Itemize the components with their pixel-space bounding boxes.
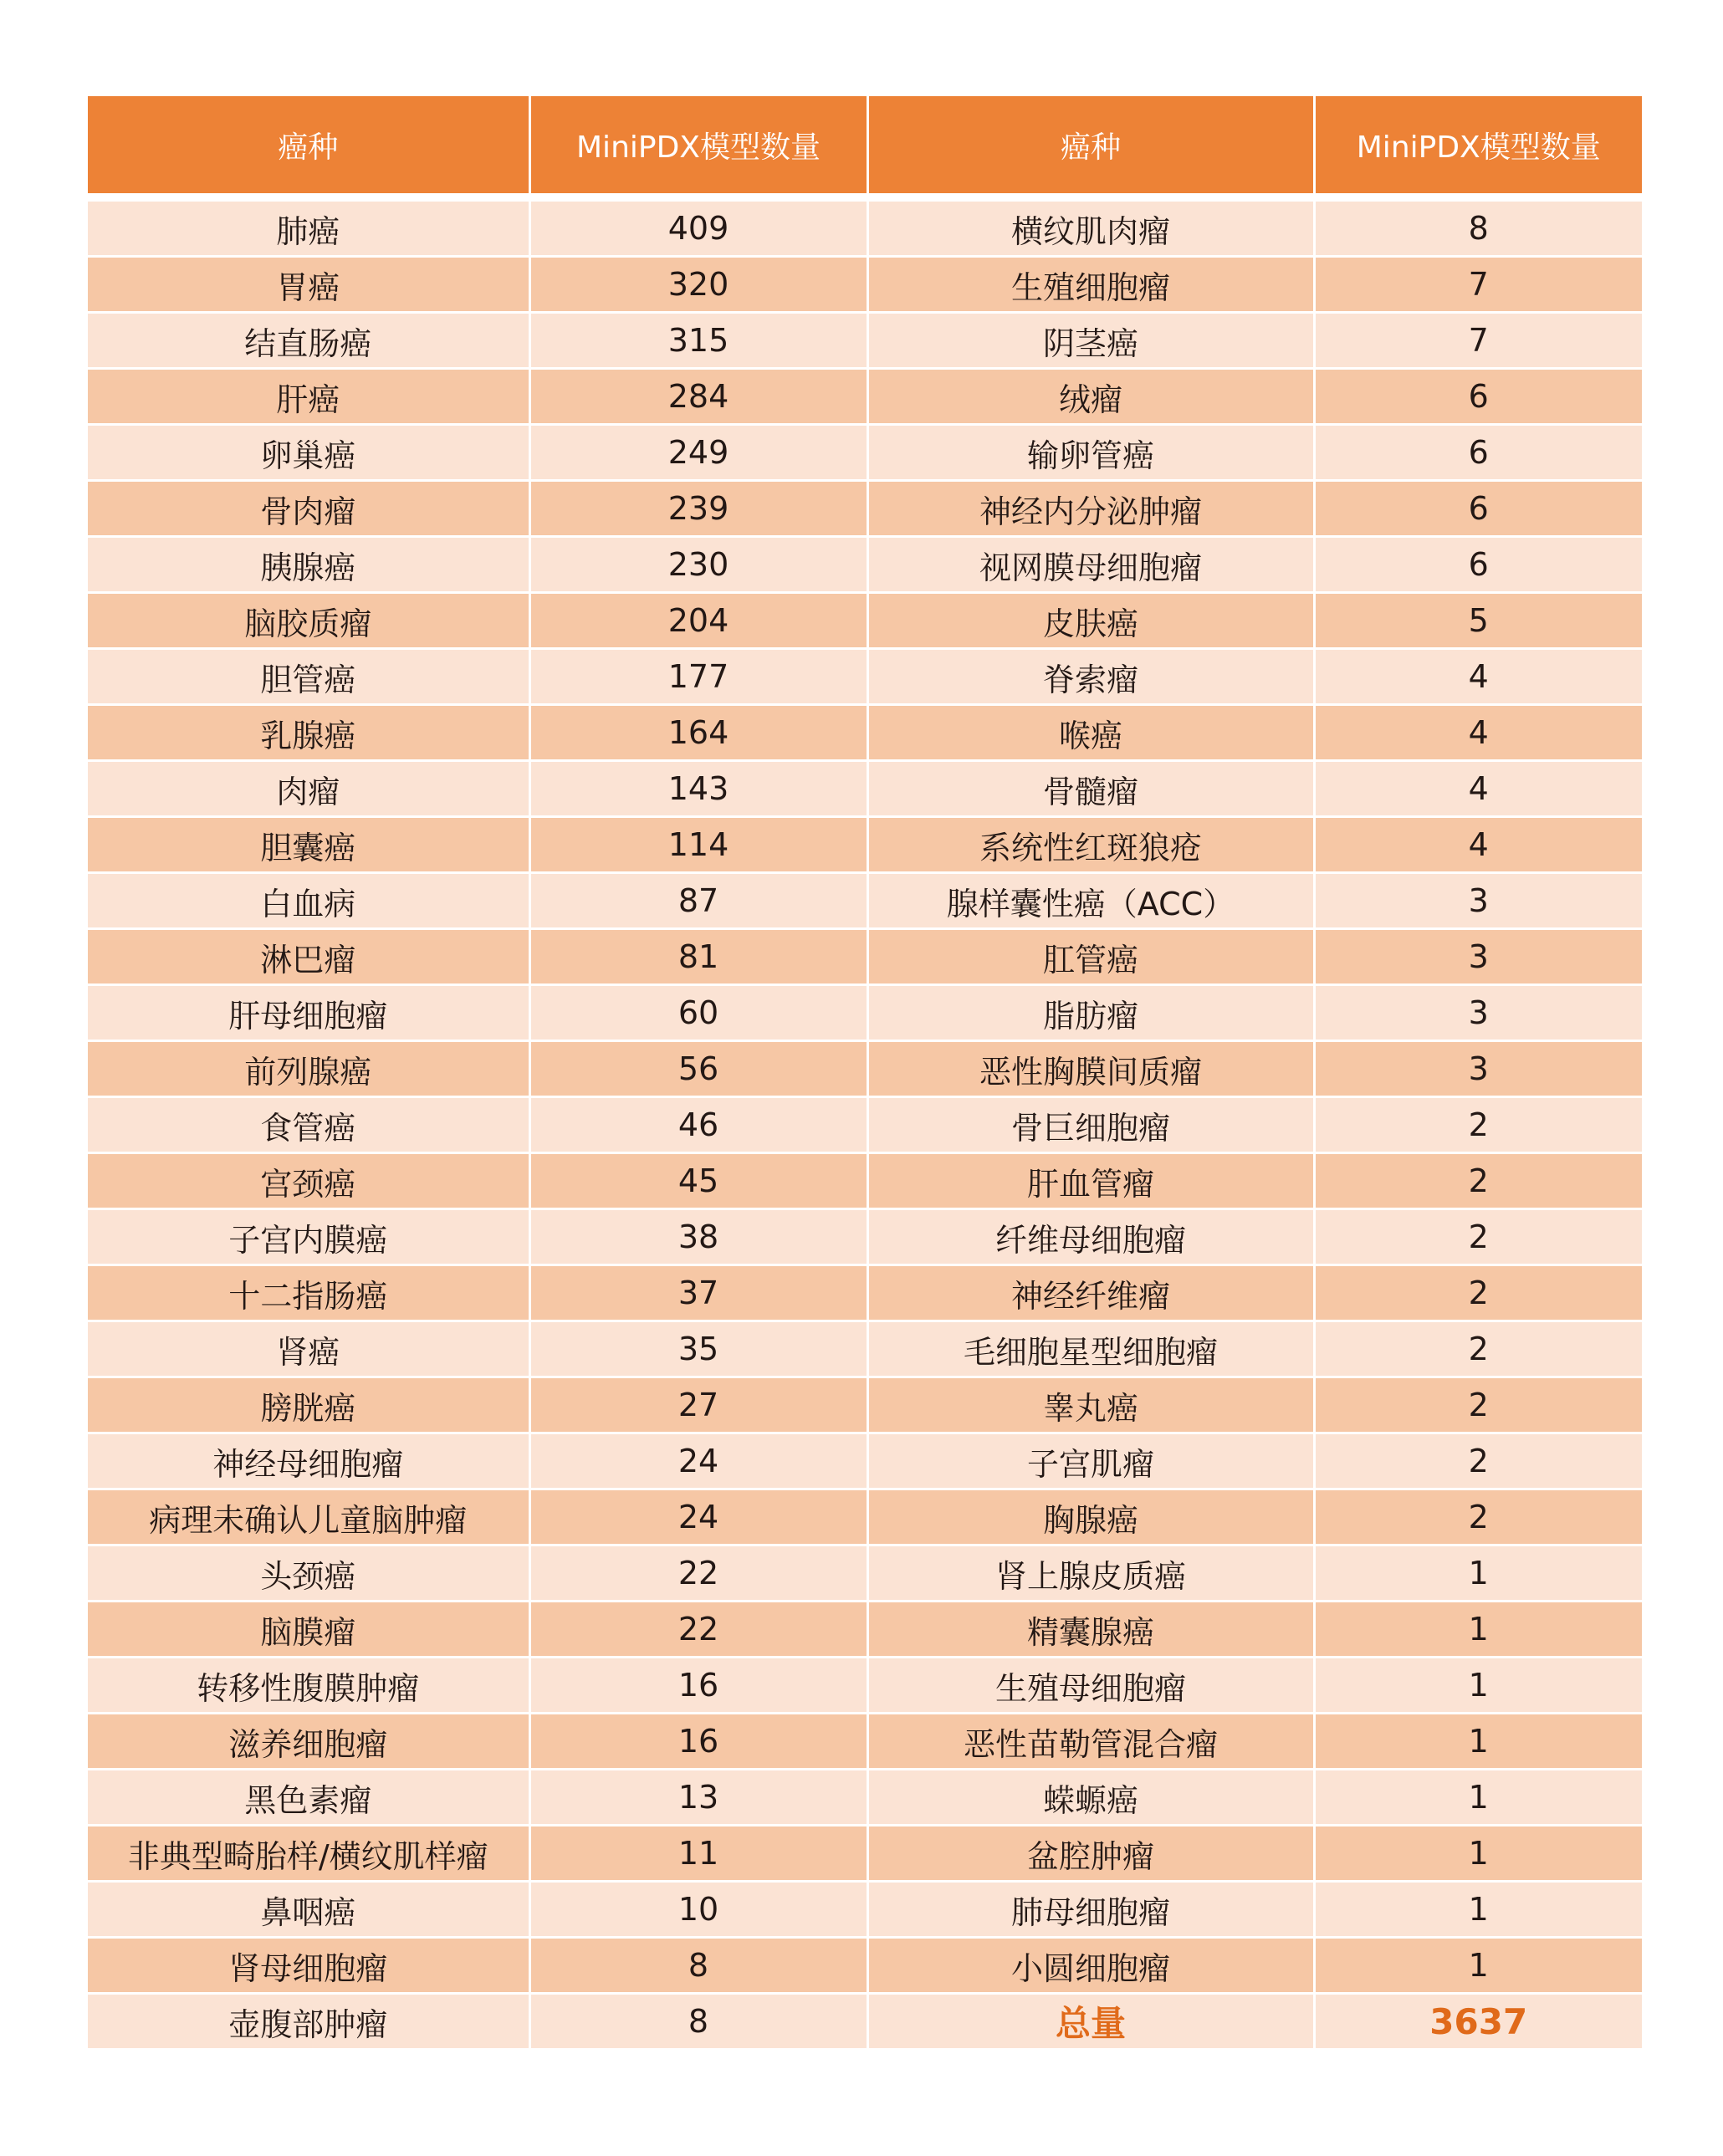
- table-row: [88, 649, 1642, 705]
- table-row: [88, 1938, 1642, 1994]
- cancer-type-cell: 生殖母细胞瘤: [867, 1658, 1314, 1714]
- cancer-type-cell: 小圆细胞瘤: [867, 1938, 1314, 1994]
- table-body: [88, 193, 1642, 2050]
- model-count-cell: 315: [529, 313, 867, 369]
- model-count-cell: 37: [529, 1265, 867, 1321]
- model-count-cell: 22: [529, 1545, 867, 1602]
- cancer-type-cell: 肺癌: [88, 202, 529, 257]
- cancer-type-cell: 神经内分泌肿瘤: [867, 481, 1314, 537]
- model-count-cell: 4: [1314, 817, 1642, 873]
- model-count-cell: 164: [529, 705, 867, 761]
- cancer-type-cell: 腺样囊性癌（ACC）: [867, 873, 1314, 929]
- cancer-type-cell: 结直肠癌: [88, 313, 529, 369]
- cancer-type-cell: 横纹肌肉瘤: [867, 202, 1314, 257]
- model-count-cell: 4: [1314, 705, 1642, 761]
- model-count-cell: 143: [529, 761, 867, 817]
- cancer-type-cell: 绒瘤: [867, 369, 1314, 425]
- cancer-type-cell: 肾上腺皮质癌: [867, 1545, 1314, 1602]
- cancer-type-cell: 肾母细胞瘤: [88, 1938, 529, 1994]
- total-value: 3637: [1314, 1994, 1642, 2050]
- cancer-type-cell: 神经母细胞瘤: [88, 1433, 529, 1489]
- cancer-type-cell: 子宫内膜癌: [88, 1209, 529, 1265]
- model-count-cell: 3: [1314, 929, 1642, 985]
- cancer-type-cell: 肝母细胞瘤: [88, 985, 529, 1041]
- cancer-type-cell: 骨巨细胞瘤: [867, 1097, 1314, 1153]
- cancer-type-table-container: [88, 96, 1642, 2051]
- cancer-type-cell: 盆腔肿瘤: [867, 1826, 1314, 1882]
- cancer-type-cell: 喉癌: [867, 705, 1314, 761]
- table-row: [88, 985, 1642, 1041]
- table-row: [88, 1097, 1642, 1153]
- cancer-type-cell: 宫颈癌: [88, 1153, 529, 1209]
- model-count-cell: 1: [1314, 1882, 1642, 1938]
- table-row: [88, 1377, 1642, 1433]
- table-row: [88, 1882, 1642, 1938]
- model-count-cell: 6: [1314, 537, 1642, 593]
- header-spacer: [88, 193, 1642, 202]
- model-count-cell: 2: [1314, 1097, 1642, 1153]
- model-count-cell: 1: [1314, 1938, 1642, 1994]
- table-row: [88, 873, 1642, 929]
- model-count-cell: 2: [1314, 1153, 1642, 1209]
- model-count-cell: 4: [1314, 649, 1642, 705]
- cancer-type-cell: 非典型畸胎样/横纹肌样瘤: [88, 1826, 529, 1882]
- model-count-cell: 4: [1314, 761, 1642, 817]
- cancer-type-cell: 鼻咽癌: [88, 1882, 529, 1938]
- table-row: [88, 257, 1642, 313]
- cancer-type-cell: 转移性腹膜肿瘤: [88, 1658, 529, 1714]
- model-count-cell: 60: [529, 985, 867, 1041]
- header-cancer-type-left: 癌种: [88, 96, 529, 193]
- model-count-cell: 1: [1314, 1714, 1642, 1770]
- model-count-cell: 13: [529, 1770, 867, 1826]
- cancer-type-cell: 病理未确认儿童脑肿瘤: [88, 1489, 529, 1545]
- model-count-cell: 2: [1314, 1209, 1642, 1265]
- model-count-cell: 16: [529, 1714, 867, 1770]
- header-row: [88, 96, 1642, 193]
- model-count-cell: 1: [1314, 1545, 1642, 1602]
- table-row: [88, 1265, 1642, 1321]
- cancer-type-cell: 白血病: [88, 873, 529, 929]
- table-row: [88, 1714, 1642, 1770]
- table-row: [88, 369, 1642, 425]
- table-row: [88, 705, 1642, 761]
- table-row: [88, 593, 1642, 649]
- table-row: [88, 929, 1642, 985]
- table-row: [88, 1209, 1642, 1265]
- table-row: [88, 481, 1642, 537]
- model-count-cell: 11: [529, 1826, 867, 1882]
- cancer-type-cell: 头颈癌: [88, 1545, 529, 1602]
- table-row: [88, 1545, 1642, 1602]
- table-row: [88, 313, 1642, 369]
- table-row: [88, 1658, 1642, 1714]
- cancer-type-cell: 脑胶质瘤: [88, 593, 529, 649]
- table-row: [88, 1826, 1642, 1882]
- model-count-cell: 8: [529, 1938, 867, 1994]
- model-count-cell: 2: [1314, 1433, 1642, 1489]
- model-count-cell: 38: [529, 1209, 867, 1265]
- model-count-cell: 16: [529, 1658, 867, 1714]
- cancer-type-cell: 输卵管癌: [867, 425, 1314, 481]
- total-label: 总量: [867, 1994, 1314, 2050]
- model-count-cell: 1: [1314, 1658, 1642, 1714]
- model-count-cell: 2: [1314, 1377, 1642, 1433]
- cancer-type-cell: 前列腺癌: [88, 1041, 529, 1097]
- cancer-type-cell: 胃癌: [88, 257, 529, 313]
- model-count-cell: 6: [1314, 425, 1642, 481]
- cancer-type-cell: 肝癌: [88, 369, 529, 425]
- model-count-cell: 27: [529, 1377, 867, 1433]
- model-count-cell: 35: [529, 1321, 867, 1377]
- cancer-type-cell: 卵巢癌: [88, 425, 529, 481]
- table-header: [88, 96, 1642, 193]
- model-count-cell: 46: [529, 1097, 867, 1153]
- cancer-type-cell: 系统性红斑狼疮: [867, 817, 1314, 873]
- cancer-type-cell: 毛细胞星型细胞瘤: [867, 1321, 1314, 1377]
- cancer-type-cell: 乳腺癌: [88, 705, 529, 761]
- cancer-type-cell: 肺母细胞瘤: [867, 1882, 1314, 1938]
- model-count-cell: 8: [1314, 202, 1642, 257]
- model-count-cell: 22: [529, 1602, 867, 1658]
- cancer-type-cell: 恶性苗勒管混合瘤: [867, 1714, 1314, 1770]
- cancer-type-cell: 淋巴瘤: [88, 929, 529, 985]
- model-count-cell: 2: [1314, 1265, 1642, 1321]
- table-row: [88, 537, 1642, 593]
- model-count-cell: 1: [1314, 1770, 1642, 1826]
- model-count-cell: 204: [529, 593, 867, 649]
- model-count-cell: 6: [1314, 369, 1642, 425]
- cancer-type-cell: 皮肤癌: [867, 593, 1314, 649]
- minipdx-model-count-table: [88, 96, 1642, 2051]
- model-count-cell: 8: [529, 1994, 867, 2050]
- cancer-type-cell: 食管癌: [88, 1097, 529, 1153]
- cancer-type-cell: 神经纤维瘤: [867, 1265, 1314, 1321]
- table-row: [88, 817, 1642, 873]
- model-count-cell: 3: [1314, 1041, 1642, 1097]
- cancer-type-cell: 胸腺癌: [867, 1489, 1314, 1545]
- model-count-cell: 5: [1314, 593, 1642, 649]
- model-count-cell: 177: [529, 649, 867, 705]
- model-count-cell: 239: [529, 481, 867, 537]
- cancer-type-cell: 脂肪瘤: [867, 985, 1314, 1041]
- model-count-cell: 3: [1314, 985, 1642, 1041]
- table-row: [88, 1321, 1642, 1377]
- model-count-cell: 3: [1314, 873, 1642, 929]
- model-count-cell: 230: [529, 537, 867, 593]
- cancer-type-cell: 睾丸癌: [867, 1377, 1314, 1433]
- header-model-count-left: MiniPDX模型数量: [529, 96, 867, 193]
- table-row: [88, 761, 1642, 817]
- cancer-type-cell: 恶性胸膜间质瘤: [867, 1041, 1314, 1097]
- model-count-cell: 45: [529, 1153, 867, 1209]
- cancer-type-cell: 脑膜瘤: [88, 1602, 529, 1658]
- cancer-type-cell: 滋养细胞瘤: [88, 1714, 529, 1770]
- model-count-cell: 284: [529, 369, 867, 425]
- cancer-type-cell: 骨肉瘤: [88, 481, 529, 537]
- cancer-type-cell: 纤维母细胞瘤: [867, 1209, 1314, 1265]
- model-count-cell: 24: [529, 1489, 867, 1545]
- cancer-type-cell: 脊索瘤: [867, 649, 1314, 705]
- model-count-cell: 2: [1314, 1321, 1642, 1377]
- header-cancer-type-right: 癌种: [867, 96, 1314, 193]
- model-count-cell: 409: [529, 202, 867, 257]
- cancer-type-cell: 生殖细胞瘤: [867, 257, 1314, 313]
- model-count-cell: 249: [529, 425, 867, 481]
- table-row: [88, 1994, 1642, 2050]
- table-row: [88, 1153, 1642, 1209]
- model-count-cell: 114: [529, 817, 867, 873]
- table-row: [88, 1433, 1642, 1489]
- model-count-cell: 7: [1314, 313, 1642, 369]
- cancer-type-cell: 胆管癌: [88, 649, 529, 705]
- table-row: [88, 202, 1642, 257]
- cancer-type-cell: 肉瘤: [88, 761, 529, 817]
- model-count-cell: 24: [529, 1433, 867, 1489]
- model-count-cell: 2: [1314, 1489, 1642, 1545]
- table-row: [88, 1489, 1642, 1545]
- cancer-type-cell: 骨髓瘤: [867, 761, 1314, 817]
- cancer-type-cell: 肾癌: [88, 1321, 529, 1377]
- cancer-type-cell: 胰腺癌: [88, 537, 529, 593]
- table-row: [88, 1041, 1642, 1097]
- cancer-type-cell: 十二指肠癌: [88, 1265, 529, 1321]
- model-count-cell: 87: [529, 873, 867, 929]
- model-count-cell: 81: [529, 929, 867, 985]
- cancer-type-cell: 壶腹部肿瘤: [88, 1994, 529, 2050]
- model-count-cell: 10: [529, 1882, 867, 1938]
- cancer-type-cell: 视网膜母细胞瘤: [867, 537, 1314, 593]
- model-count-cell: 1: [1314, 1826, 1642, 1882]
- table-row: [88, 1602, 1642, 1658]
- model-count-cell: 56: [529, 1041, 867, 1097]
- cancer-type-cell: 精囊腺癌: [867, 1602, 1314, 1658]
- table-row: [88, 425, 1642, 481]
- cancer-type-cell: 阴茎癌: [867, 313, 1314, 369]
- model-count-cell: 7: [1314, 257, 1642, 313]
- header-model-count-right: MiniPDX模型数量: [1314, 96, 1642, 193]
- cancer-type-cell: 膀胱癌: [88, 1377, 529, 1433]
- cancer-type-cell: 蝾螈癌: [867, 1770, 1314, 1826]
- cancer-type-cell: 子宫肌瘤: [867, 1433, 1314, 1489]
- cancer-type-cell: 肝血管瘤: [867, 1153, 1314, 1209]
- cancer-type-cell: 胆囊癌: [88, 817, 529, 873]
- model-count-cell: 1: [1314, 1602, 1642, 1658]
- cancer-type-cell: 黑色素瘤: [88, 1770, 529, 1826]
- table-row: [88, 1770, 1642, 1826]
- cancer-type-cell: 肛管癌: [867, 929, 1314, 985]
- model-count-cell: 6: [1314, 481, 1642, 537]
- model-count-cell: 320: [529, 257, 867, 313]
